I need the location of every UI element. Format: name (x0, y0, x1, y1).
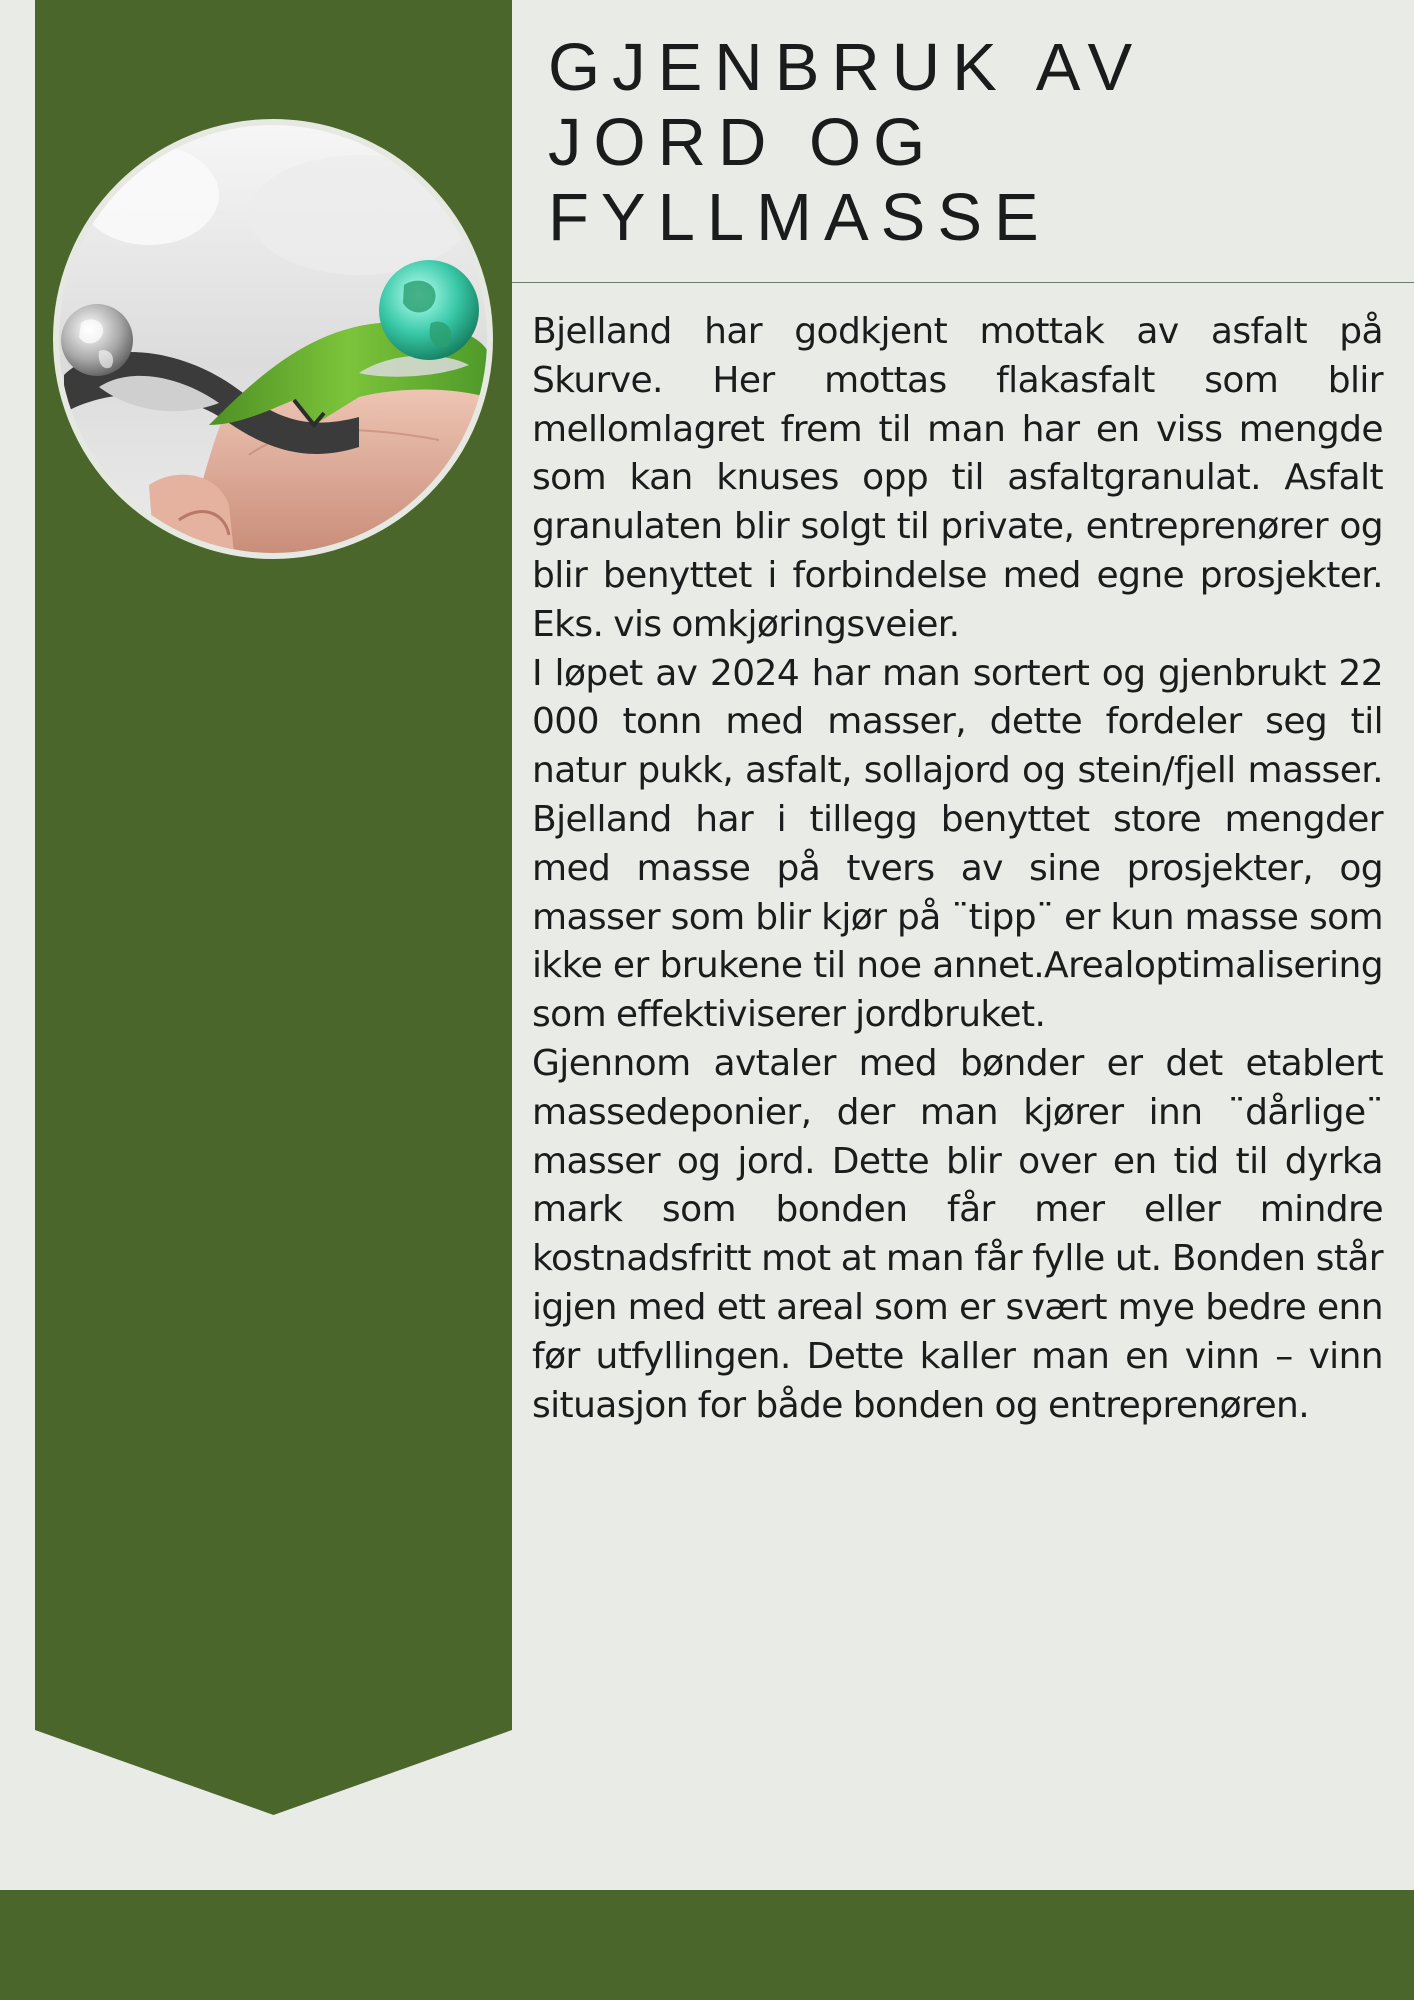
paragraph-farmer-agreements: Gjennom avtaler med bønder er det etablert massedeponier, der man kjører inn ¨dårlige¨ masser og jord. Dette blir over en tid til dyrka mark som bonden får mer eller mindre kostnadsfritt mot at man får fylle ut. Bonden står igjen med ett areal som er svært mye bedre enn før utfyllingen. Dette kaller man en vinn – vinn situasjon for både bonden og entreprenøren. (532, 1042, 1383, 1426)
footer-band (0, 1890, 1414, 2000)
paragraph-asphalt: Bjelland har godkjent mottak av asfalt på Skurve. Her mottas flakasfalt som blir mellomlagret frem til man har en viss mengde som kan knuses opp til asfaltgranulat. Asfalt granulaten blir solgt til private, entreprenører og blir benyttet i forbindelse med egne prosjekter. Eks. vis omkjøringsveier. (532, 311, 1383, 645)
title-divider (512, 282, 1414, 283)
body-text (532, 308, 1383, 1430)
recycling-image (53, 119, 493, 559)
paragraph-masses-2024: I løpet av 2024 har man sortert og gjenbrukt 22 000 tonn med masser, dette fordeler seg til natur pukk, asfalt, sollajord og stein/fjell masser. Bjelland har i tillegg benyttet store mengder med masse på tvers av sine prosjekter, og masser som blir kjør på ¨tipp¨ er kun masse som ikke er brukene til noe annet.Arealoptimalisering som effektiviserer jordbruket. (532, 652, 1383, 1036)
page-title: GJENBRUK AV JORD OG FYLLMASSE (548, 30, 1145, 255)
recycling-loop-illustration (59, 125, 487, 553)
